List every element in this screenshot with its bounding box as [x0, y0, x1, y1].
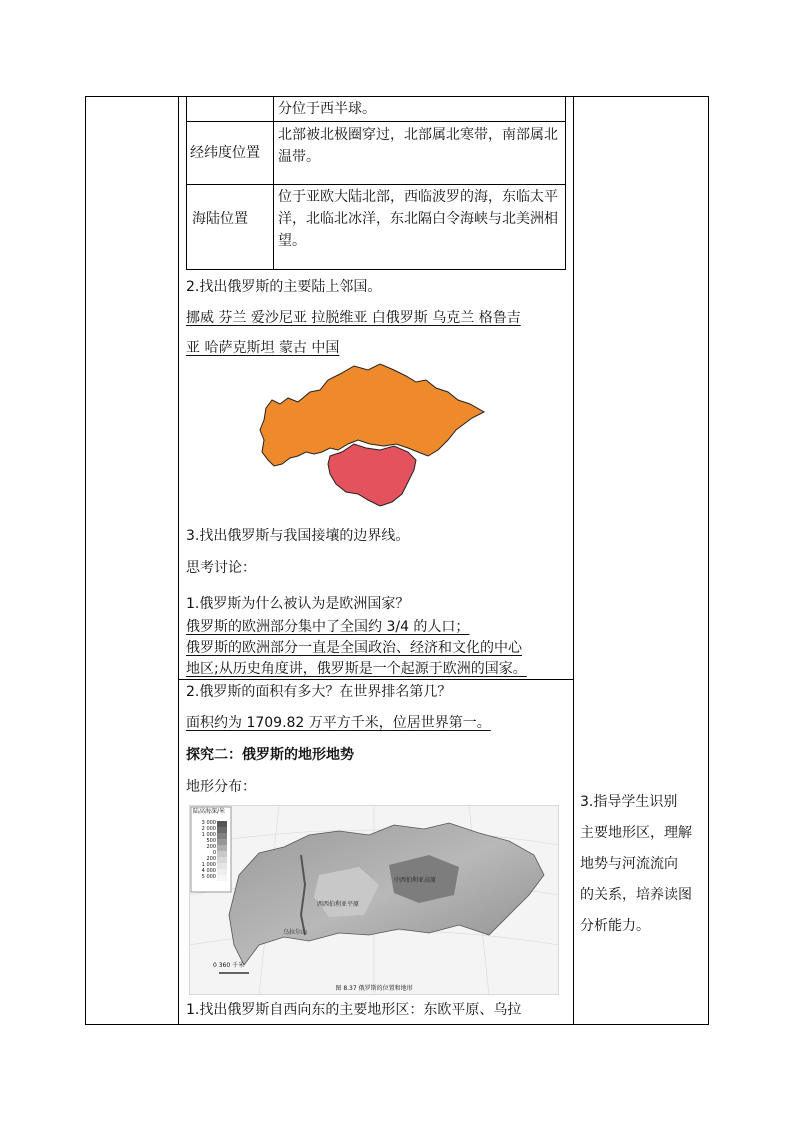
section2-label: 地形分布：: [186, 779, 256, 795]
discussion-q2: 2.俄罗斯的面积有多大？在世界排名第几？: [186, 684, 452, 700]
outer-col-divider-1: [178, 96, 179, 1025]
right-note-line4: 的关系，培养读图: [580, 887, 692, 903]
region-label-west-plain: 西西伯利亚平原: [317, 901, 360, 908]
inner-row-line-1: [186, 121, 566, 122]
q2-title: 2.找出俄罗斯的主要陆上邻国。: [186, 279, 382, 295]
scale-label: 0 360 千米: [213, 962, 245, 969]
legend-value: 5 000: [201, 874, 216, 880]
legend-value: 0: [212, 850, 216, 856]
discussion-a1-line2: 俄罗斯的欧洲部分一直是全国政治、经济和文化的中心: [186, 640, 522, 656]
row2-label: 海陆位置: [192, 211, 248, 227]
region-label-ural: 乌拉尔山: [283, 929, 308, 936]
russia-china-map: [258, 360, 490, 510]
row1-label: 经纬度位置: [190, 145, 260, 161]
discussion-q1: 1.俄罗斯为什么被认为是欧洲国家？: [186, 596, 410, 612]
inner-col-divider: [273, 96, 274, 270]
row2-content: 位于亚欧大陆北部，西临波罗的海，东临太平洋，北临北冰洋，东北隔白令海峡与北美洲相望。: [278, 189, 558, 249]
legend-value: 1 000: [201, 832, 216, 838]
legend-value: 500: [206, 838, 216, 844]
legend-values: [194, 820, 216, 880]
legend-value: 2 000: [201, 826, 216, 832]
discussion-separator: [178, 679, 574, 680]
row1-content: 北部被北极圈穿过，北部属北寒带，南部属北温带。: [278, 127, 558, 165]
right-column-notes: [580, 787, 704, 942]
inner-left-border: [186, 96, 187, 270]
discussion-heading: 思考讨论：: [186, 560, 256, 576]
discussion-a1-line3: 地区;从历史角度讲，俄罗斯是一个起源于欧洲的国家。: [186, 661, 527, 677]
right-note-line2: 主要地形区，理解: [580, 825, 692, 841]
legend-value: 200: [206, 856, 216, 862]
outer-left-border: [85, 96, 86, 1025]
legend-value: 200: [206, 844, 216, 850]
inner-row-line-2: [186, 184, 566, 185]
section2-title: 探究二：俄罗斯的地形地势: [186, 747, 354, 763]
outer-top-border: [85, 96, 709, 97]
right-note-line3: 地势与河流流向: [580, 856, 678, 872]
terrain-map-graphic: [189, 805, 559, 995]
region-label-plateau: 中西伯利亚高原: [394, 877, 437, 884]
discussion-a2: 面积约为 1709.82 万平方千米，位居世界第一。: [186, 715, 491, 731]
outer-col-divider-2: [573, 96, 574, 1025]
right-note-line5: 分析能力。: [580, 918, 650, 934]
legend-title: 陆高海深/米: [193, 808, 226, 815]
outer-bottom-border: [85, 1024, 709, 1025]
q2-answer-line1: 挪威 芬兰 爱沙尼亚 拉脱维亚 白俄罗斯 乌克兰 格鲁吉: [186, 310, 521, 326]
china-shape: [328, 444, 416, 506]
terrain-map-caption: 图 8.37 俄罗斯的位置和地形: [335, 985, 413, 992]
legend-value: 4 000: [201, 868, 216, 874]
legend-value: 1 000: [201, 862, 216, 868]
outer-right-border: [708, 96, 709, 1025]
row0-content: 分位于西半球。: [278, 101, 376, 117]
legend-swatches: [217, 821, 227, 881]
q2-answer-line2: 亚 哈萨克斯坦 蒙古 中国: [186, 340, 340, 356]
right-note-line1: 3.指导学生识别: [580, 794, 678, 810]
terrain-question-line1: 1.找出俄罗斯自西向东的主要地形区：东欧平原、乌拉: [186, 1002, 522, 1018]
discussion-a1-line1: 俄罗斯的欧洲部分集中了全国约 3/4 的人口；: [186, 619, 470, 635]
legend-value: 3 000: [201, 820, 216, 826]
inner-bottom-border: [186, 269, 566, 270]
terrain-map: [189, 805, 559, 995]
q3-title: 3.找出俄罗斯与我国接壤的边界线。: [186, 528, 410, 544]
inner-right-border: [565, 96, 566, 270]
